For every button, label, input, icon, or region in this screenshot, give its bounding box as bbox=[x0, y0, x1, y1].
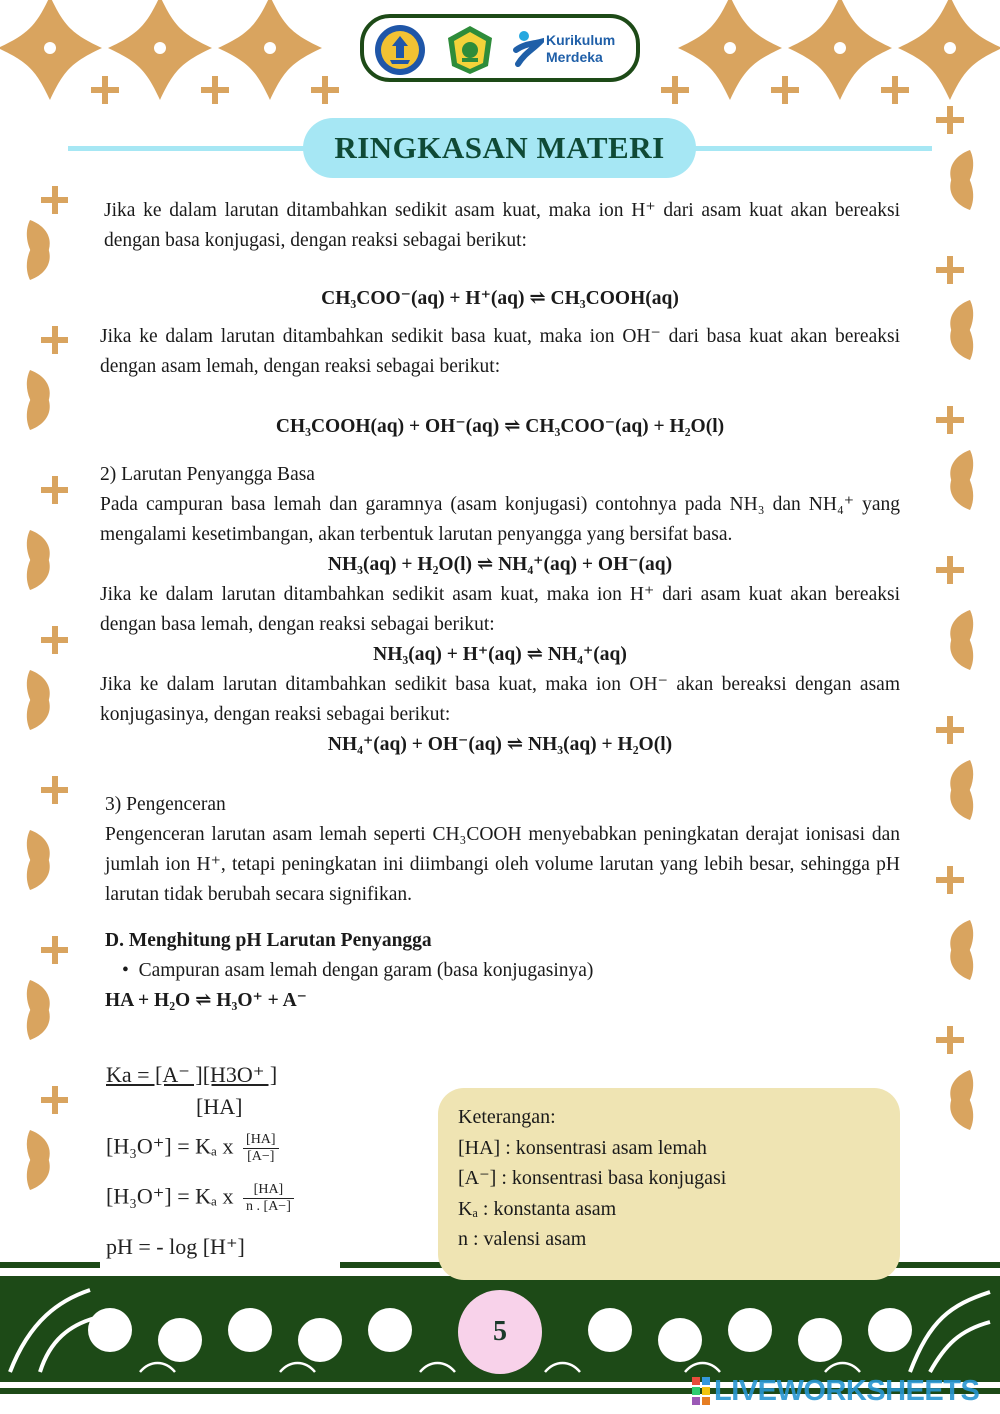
kurikulum-merdeka-text bbox=[546, 32, 636, 66]
brand-line-1: Kurikulum bbox=[546, 32, 616, 48]
watermark-text: LIVEWORKSHEETS bbox=[714, 1374, 980, 1407]
paragraph-basa-kuat: Jika ke dalam larutan ditambahkan sedikit basa kuat, maka ion OH⁻ dari basa kuat akan bereaksi dengan asam lemah, dengan reaksi sebagai berikut: bbox=[100, 326, 900, 377]
bullet-dot: • bbox=[122, 960, 139, 981]
page-title: RINGKASAN MATERI bbox=[334, 130, 665, 165]
heading-penyangga-basa: 2) Larutan Penyangga Basa bbox=[100, 464, 315, 485]
page-number: 5 bbox=[458, 1290, 542, 1374]
university-emblem-logo bbox=[444, 24, 496, 76]
title-banner bbox=[303, 118, 696, 178]
equation-3: NH₃(aq) + H₂O(l) ⇌ NH₄⁺(aq) + OH⁻(aq) bbox=[327, 554, 673, 575]
main-content bbox=[100, 196, 900, 1016]
paragraph-asam-kuat: Jika ke dalam larutan ditambahkan sedikit asam kuat, maka ion H⁺ dari asam kuat akan bereaksi dengan basa konjugasi, dengan reaksi sebagai berikut: bbox=[104, 200, 900, 251]
formula-ph: pH = - log [H⁺] bbox=[106, 1234, 245, 1259]
equation-5: NH₄⁺(aq) + OH⁻(aq) ⇌ NH₃(aq) + H₂O(l) bbox=[327, 734, 673, 755]
formula-ka: Ka = [A⁻ ][H3O⁺ ] bbox=[106, 1062, 278, 1087]
formula-h3o-2: [H₃O⁺] = Kₐ x $\frac{[HA]}{n . [A-]}$ bbox=[106, 1182, 294, 1215]
paragraph-penyangga-basa: Pada campuran basa lemah dan garamnya (asam konjugasi) contohnya pada NH₃ dan NH₄⁺ yang mengalami kesetimbangan, akan terbentuk larutan penyangga yang bersifat basa. bbox=[100, 494, 900, 545]
keterangan-item: [A⁻] : konsentrasi basa konjugasi bbox=[458, 1167, 727, 1189]
keterangan-box bbox=[438, 1088, 900, 1280]
header-logo-bar bbox=[360, 14, 640, 82]
kurikulum-merdeka-logo bbox=[512, 30, 544, 70]
fraction-1: $\frac{[HA]}{[A-]}$ bbox=[243, 1132, 279, 1165]
right-ornaments bbox=[936, 106, 973, 1130]
paragraph-pengenceran: Pengenceran larutan asam lemah seperti CH₃COOH menyebabkan peningkatan derajat ionisasi dan jumlah ion H⁺, tetapi peningkatan ini diimbangi oleh volume larutan yang lebih besar, sehingga pH larutan tidak berubah secara signifikan. bbox=[105, 824, 900, 905]
bullet-item bbox=[100, 956, 900, 986]
liveworksheets-icon bbox=[692, 1377, 710, 1405]
formula-ka-denominator: [HA] bbox=[196, 1094, 243, 1119]
liveworksheets-watermark[interactable] bbox=[692, 1374, 992, 1408]
keterangan-item: [HA] : konsentrasi asam lemah bbox=[458, 1136, 707, 1159]
bullet-text: Campuran asam lemah dengan garam (basa konjugasinya) bbox=[138, 960, 594, 981]
equation-4: NH₃(aq) + H⁺(aq) ⇌ NH₄⁺(aq) bbox=[373, 644, 627, 665]
paragraph-basa-kuat-asam-konjugasi: Jika ke dalam larutan ditambahkan sedikit basa kuat, maka ion OH⁻ akan bereaksi dengan asam konjugasinya, dengan reaksi sebagai berikut: bbox=[100, 674, 900, 725]
equation-1: CH₃COO⁻(aq) + H⁺(aq) ⇌ CH₃COOH(aq) bbox=[321, 288, 679, 309]
equation-2: CH₃COOH(aq) + OH⁻(aq) ⇌ CH₃COO⁻(aq) + H₂O(l) bbox=[275, 416, 725, 437]
heading-pengenceran: 3) Pengenceran bbox=[105, 794, 226, 815]
tut-wuri-handayani-logo bbox=[374, 24, 426, 76]
keterangan-item: Kₐ : konstanta asam bbox=[458, 1197, 617, 1220]
fraction-2: $\frac{[HA]}{n . [A-]}$ bbox=[243, 1182, 294, 1215]
keterangan-item: n : valensi asam bbox=[458, 1228, 587, 1250]
formula-h3o-1: [H₃O⁺] = Kₐ x $\frac{[HA]}{[A-]}$ bbox=[106, 1132, 279, 1165]
heading-section-d: D. Menghitung pH Larutan Penyangga bbox=[105, 930, 432, 951]
formula-block bbox=[100, 1060, 340, 1270]
equation-6: HA + H₂O ⇌ H₃O⁺ + A⁻ bbox=[105, 990, 307, 1011]
paragraph-asam-kuat-basa-lemah: Jika ke dalam larutan ditambahkan sedikit asam kuat, maka ion H⁺ dari asam kuat akan bereaksi dengan basa lemah, dengan reaksi sebagai berikut: bbox=[100, 584, 900, 635]
keterangan-title: Keterangan: bbox=[458, 1106, 556, 1128]
left-ornaments bbox=[27, 186, 69, 1190]
brand-line-2: Merdeka bbox=[546, 49, 603, 65]
